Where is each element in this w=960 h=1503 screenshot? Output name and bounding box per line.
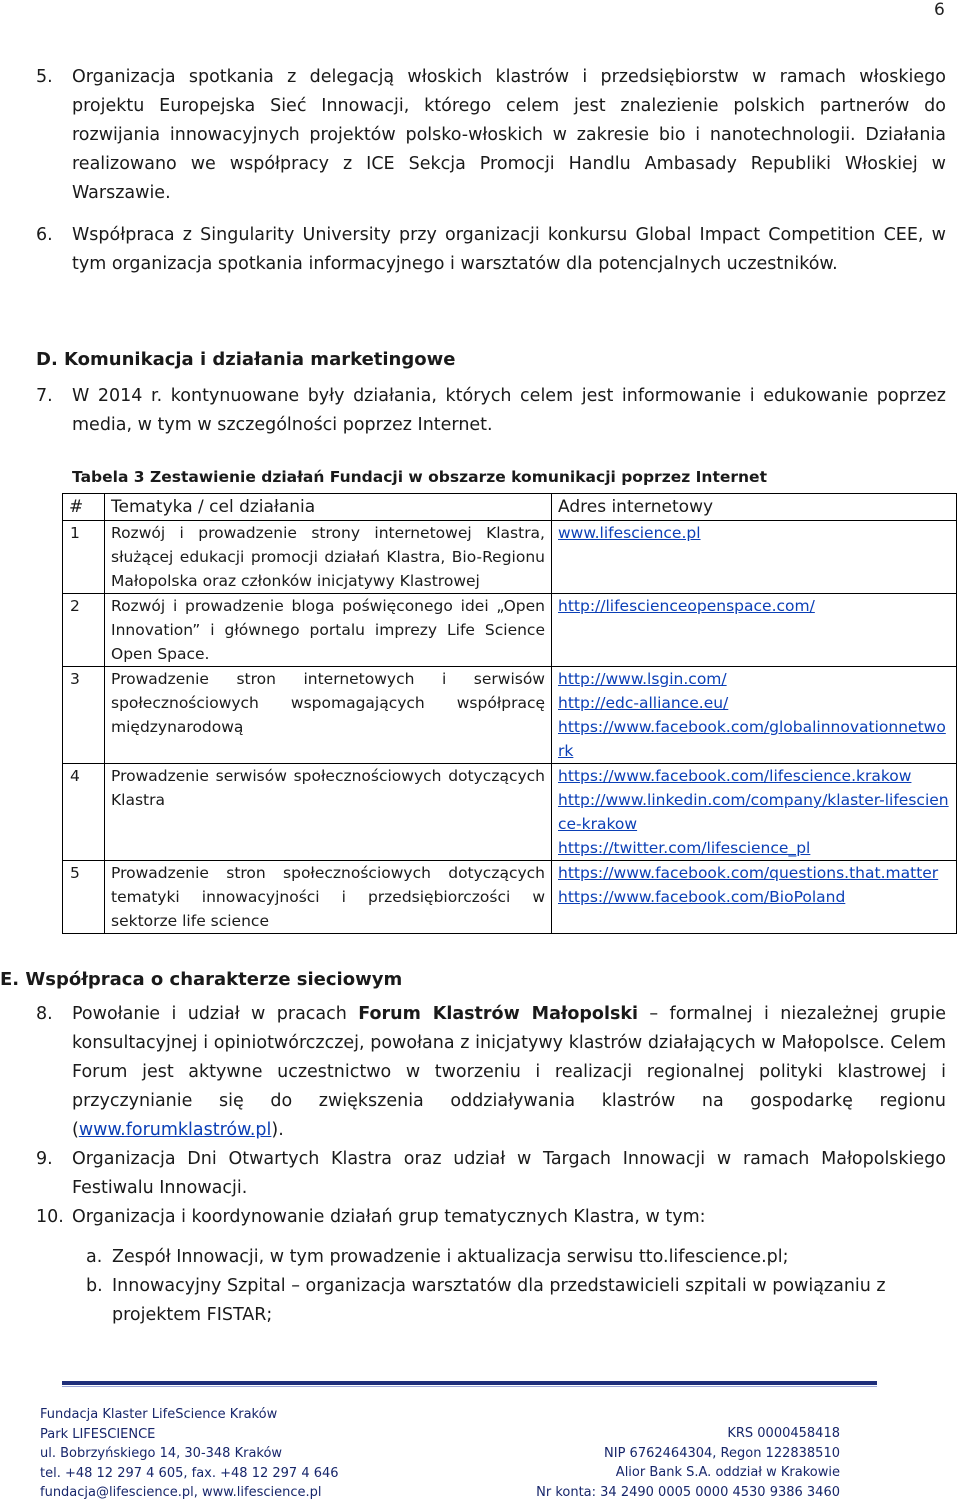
foundation-name: Fundacja Klaster LifeScience Kraków: [40, 1407, 278, 1422]
section-heading-e: E. Współpraca o charakterze sieciowym: [0, 969, 403, 990]
row-topic: Prowadzenie serwisów społecznościowych dotyczących Klastra: [105, 764, 552, 861]
link[interactable]: http://lifescienceopenspace.com/: [558, 597, 815, 615]
row-number: 2: [63, 594, 105, 667]
link[interactable]: http://www.linkedin.com/company/klaster-lifescience-krakow: [558, 791, 949, 833]
link[interactable]: https://www.facebook.com/BioPoland: [558, 888, 846, 906]
list-item-10: [36, 1203, 946, 1232]
table-row: [63, 764, 957, 861]
row-number: 4: [63, 764, 105, 861]
footer-divider-thin: [62, 1386, 877, 1387]
footer-right: [520, 1424, 840, 1502]
item-number: 8.: [36, 1004, 53, 1024]
table-row: [63, 594, 957, 667]
address: ul. Bobrzyńskiego 14, 30-348 Kraków: [40, 1446, 283, 1461]
bank-account: Nr konta: 34 2490 0005 0000 4530 9386 3460: [536, 1484, 840, 1500]
sub-item-letter: a.: [86, 1247, 103, 1267]
list-item-5: [36, 63, 946, 208]
item-text: Organizacja spotkania z delegacją włoskich klastrów i przedsiębiorstw w ramach włoskiego projektu Europejska Sieć Innowacji, którego celem jest znalezienie polskich partnerów do rozwijania innowacyjnych projektów polsko-włoskich w zakresie bio i nanotechnologii. Działania realizowano we współpracy z ICE Sekcja Promocji Handlu Ambasady Republiki Włoskiej w Warszawie.: [72, 67, 946, 203]
row-topic: Prowadzenie stron społecznościowych dotyczących tematyki innowacyjności i przedsiębiorczości w sektorze life science: [105, 861, 552, 934]
forum-name: Forum Klastrów Małopolski: [358, 1004, 638, 1024]
item-number: 6.: [36, 225, 53, 245]
internet-activities-table: [62, 493, 957, 934]
item-number: 5.: [36, 67, 53, 87]
row-topic: Rozwój i prowadzenie strony internetowej Klastra, służącej edukacji promocji działań Klastra, Bio-Regionu Małopolska oraz członków inicjatywy Klastrowej: [105, 521, 552, 594]
table-row: [63, 861, 957, 934]
row-topic: Prowadzenie stron internetowych i serwisów społecznościowych wspomagających współpracę międzynarodową: [105, 667, 552, 764]
contact-email-web: fundacja@lifescience.pl, www.lifescience.pl: [40, 1485, 322, 1500]
bank-name: Alior Bank S.A. oddział w Krakowie: [615, 1465, 840, 1480]
row-number: 3: [63, 667, 105, 764]
row-links: [552, 594, 957, 667]
header-number: #: [63, 494, 105, 521]
row-links: [552, 861, 957, 934]
table-header-row: [63, 494, 957, 521]
row-links: [552, 521, 957, 594]
header-address: Adres internetowy: [552, 494, 957, 521]
item-text: W 2014 r. kontynuowane były działania, których celem jest informowanie i edukowanie poprzez media, w tym w szczególności poprzez Internet.: [72, 386, 946, 435]
link[interactable]: http://edc-alliance.eu/: [558, 694, 729, 712]
list-item-6: [36, 221, 946, 279]
sub-item-a: [86, 1243, 946, 1272]
row-links: [552, 667, 957, 764]
table-row: [63, 521, 957, 594]
item-number: 10.: [36, 1207, 64, 1227]
sub-item-text: Innowacyjny Szpital – organizacja warsztatów dla przedstawicieli szpitali w powiązaniu z projektem FISTAR;: [112, 1276, 886, 1325]
section-heading-d: D. Komunikacja i działania marketingowe: [36, 349, 456, 370]
list-item-9: [36, 1145, 946, 1203]
row-number: 1: [63, 521, 105, 594]
link[interactable]: https://www.facebook.com/globalinnovationnetwork: [558, 718, 946, 760]
row-number: 5: [63, 861, 105, 934]
item-number: 9.: [36, 1149, 53, 1169]
link[interactable]: www.lifescience.pl: [558, 524, 701, 542]
item-text-post: ).: [271, 1120, 284, 1140]
sub-item-letter: b.: [86, 1276, 103, 1296]
item-text-pre: Powołanie i udział w pracach: [72, 1004, 359, 1024]
link[interactable]: https://twitter.com/lifescience_pl: [558, 839, 811, 857]
footer-left: [40, 1405, 339, 1503]
link[interactable]: http://www.lsgin.com/: [558, 670, 727, 688]
list-item-8: [36, 1000, 946, 1145]
row-topic: Rozwój i prowadzenie bloga poświęconego idei „Open Innovation” i głównego portalu imprezy Life Science Open Space.: [105, 594, 552, 667]
item-text: Organizacja i koordynowanie działań grup tematycznych Klastra, w tym:: [72, 1207, 706, 1227]
sub-item-text: Zespół Innowacji, w tym prowadzenie i aktualizacja serwisu tto.lifescience.pl;: [112, 1247, 789, 1267]
table-row: [63, 667, 957, 764]
link[interactable]: https://www.facebook.com/lifescience.krakow: [558, 767, 912, 785]
footer-divider: [62, 1381, 877, 1385]
item-text: Współpraca z Singularity University przy organizacji konkursu Global Impact Competition CEE, w tym organizacja spotkania informacyjnego i warsztatów dla potencjalnych uczestników.: [72, 225, 946, 274]
link[interactable]: https://www.facebook.com/questions.that.matter: [558, 864, 939, 882]
item-text-mid: – formalnej i niezależnej grupie konsultacyjnej i opiniotwórczczej, powołana z inicjatywy klastrów działających w Małopolsce. Celem Forum jest aktywne uczestnictwo w tworzeniu i realizacji regionalnej polityki klastrowej i przyczynianie się do zwiększenia oddziaływania klastrów na gospodarkę regionu (: [72, 1004, 946, 1140]
item-text: Organizacja Dni Otwartych Klastra oraz udział w Targach Innowacji w ramach Małopolskiego Festiwalu Innowacji.: [72, 1149, 946, 1198]
krs: KRS 0000458418: [727, 1426, 840, 1441]
header-topic: Tematyka / cel działania: [105, 494, 552, 521]
table-caption: Tabela 3 Zestawienie działań Fundacji w obszarze komunikacji poprzez Internet: [72, 468, 767, 486]
page-number: 6: [934, 0, 945, 20]
phone-fax: tel. +48 12 297 4 605, fax. +48 12 297 4 646: [40, 1465, 339, 1481]
park-name: Park LIFESCIENCE: [40, 1426, 156, 1442]
forum-link[interactable]: www.forumklastrów.pl: [78, 1120, 272, 1140]
sub-item-b: [86, 1272, 946, 1330]
row-links: [552, 764, 957, 861]
item-number: 7.: [36, 386, 53, 406]
list-item-7: [36, 382, 946, 440]
nip-regon: NIP 6762464304, Regon 122838510: [604, 1445, 840, 1461]
